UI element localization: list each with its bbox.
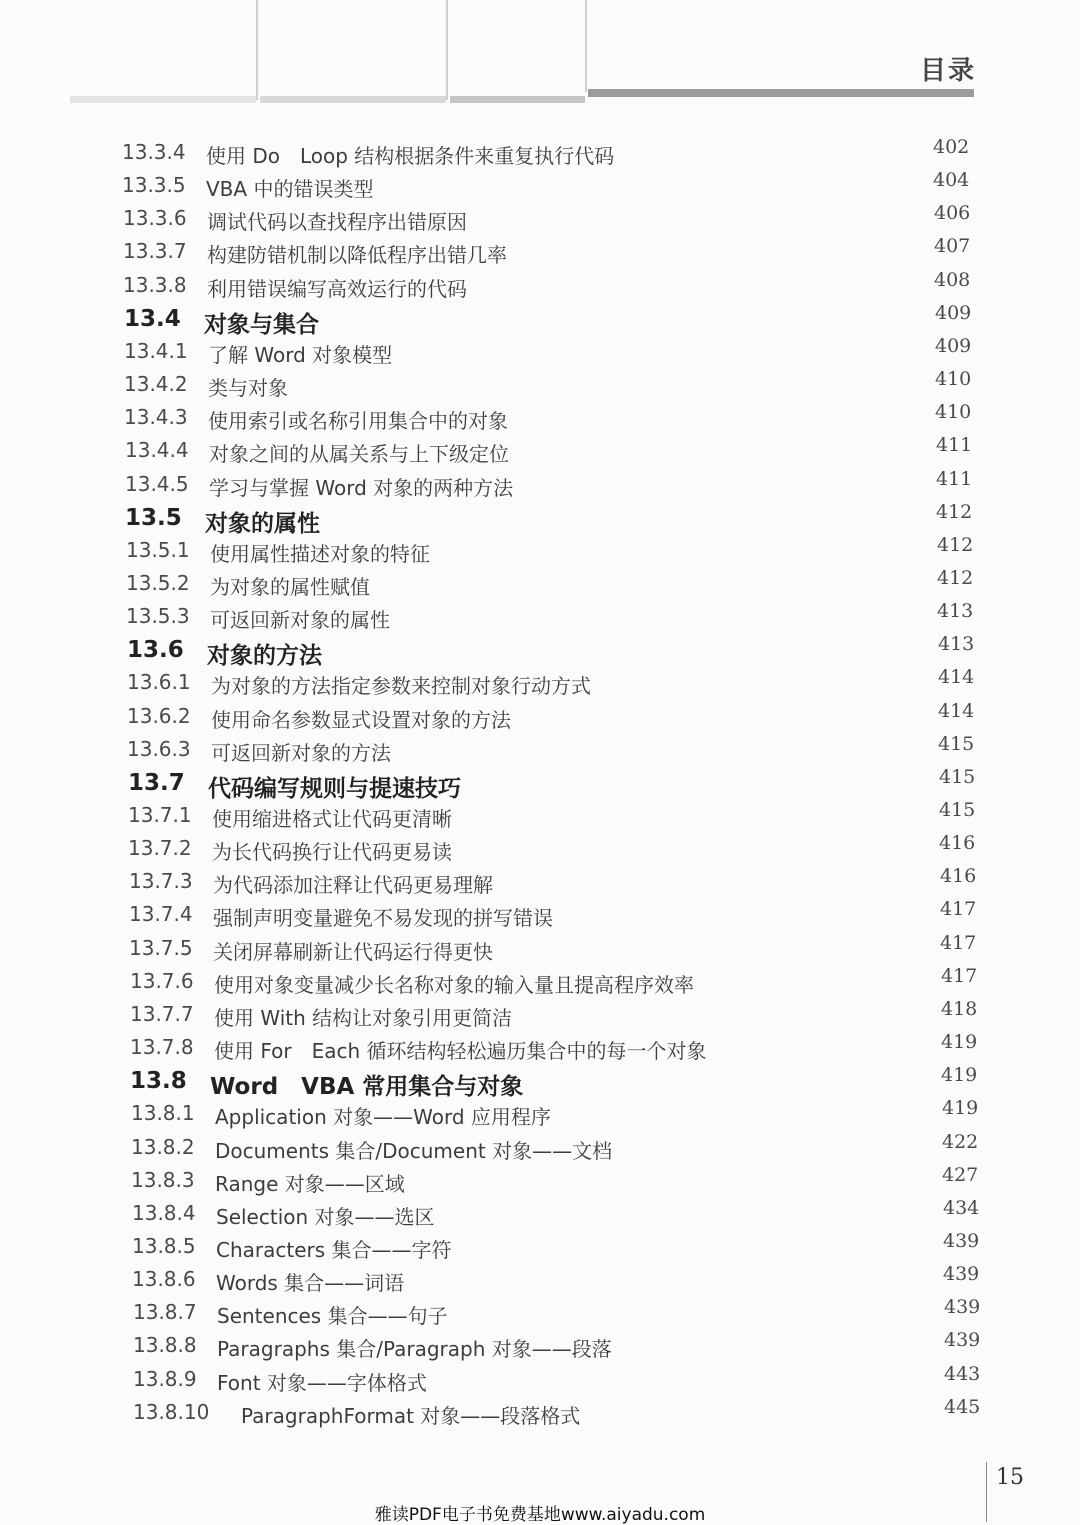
toc-entry-row[interactable]	[0, 1363, 1080, 1400]
toc-entry-title: 对象的属性	[205, 511, 320, 537]
toc-entry-row[interactable]	[0, 269, 1080, 306]
toc-entry-row[interactable]	[0, 932, 1080, 969]
toc-entry-number: 13.4.2	[124, 372, 188, 396]
toc-entry-number: 13.7.8	[130, 1035, 194, 1059]
toc-entry-title: 为长代码换行让代码更易读	[212, 840, 452, 864]
toc-entry-row[interactable]	[0, 998, 1080, 1035]
toc-entry-page: 412	[937, 567, 974, 589]
toc-entry-page: 417	[940, 932, 977, 954]
toc-entry-page: 404	[933, 169, 970, 191]
toc-entry-page: 412	[937, 534, 974, 556]
toc-entry-row[interactable]	[0, 368, 1080, 405]
toc-entry-number: 13.6.1	[127, 670, 191, 694]
toc-entry-row[interactable]	[0, 865, 1080, 902]
toc-entry-page: 407	[934, 235, 971, 257]
toc-entry-page: 418	[941, 998, 978, 1020]
toc-entry-number: 13.8.7	[133, 1300, 197, 1324]
header-divider	[585, 0, 587, 92]
toc-entry-row[interactable]	[0, 567, 1080, 604]
toc-entry-title: 为对象的方法指定参数来控制对象行动方式	[211, 674, 591, 698]
toc-entry-row[interactable]	[0, 666, 1080, 703]
toc-entry-number: 13.4	[124, 306, 181, 332]
toc-entry-row[interactable]	[0, 1230, 1080, 1267]
footer-watermark: 雅读PDF电子书免费基地www.aiyadu.com	[374, 1505, 706, 1525]
toc-entry-title: Word VBA 常用集合与对象	[210, 1074, 524, 1100]
toc-entry-page: 410	[935, 401, 972, 423]
toc-entry-number: 13.3.8	[123, 273, 187, 297]
toc-entry-page: 439	[944, 1329, 981, 1351]
toc-entry-number: 13.7.5	[129, 936, 193, 960]
toc-entry-title: 类与对象	[208, 376, 288, 400]
toc-entry-row[interactable]	[0, 1329, 1080, 1366]
toc-entry-number: 13.7.2	[128, 836, 192, 860]
toc-entry-page: 413	[938, 633, 975, 655]
toc-entry-title: 对象之间的从属关系与上下级定位	[209, 442, 509, 466]
toc-entry-row[interactable]	[0, 832, 1080, 869]
toc-entry-page: 410	[935, 368, 972, 390]
toc-entry-row[interactable]	[0, 1131, 1080, 1168]
toc-entry-page: 409	[935, 335, 972, 357]
toc-entry-page: 414	[938, 700, 975, 722]
toc-entry-title: 调试代码以查找程序出错原因	[207, 210, 467, 234]
toc-entry-page: 443	[944, 1363, 981, 1385]
toc-entry-number: 13.8.3	[131, 1168, 195, 1192]
toc-entry-row[interactable]	[0, 1164, 1080, 1201]
toc-entry-number: 13.8.9	[133, 1367, 197, 1391]
toc-entry-page: 445	[944, 1396, 981, 1418]
toc-entry-title: Selection 对象——选区	[216, 1205, 435, 1229]
toc-entry-page: 417	[940, 898, 977, 920]
toc-entry-title: 了解 Word 对象模型	[208, 343, 393, 367]
toc-entry-number: 13.3.4	[122, 140, 186, 164]
toc-entry-row[interactable]	[0, 434, 1080, 471]
toc-entry-page: 439	[943, 1230, 980, 1252]
toc-entry-title: 使用索引或名称引用集合中的对象	[208, 409, 508, 433]
toc-entry-title: ParagraphFormat 对象——段落格式	[241, 1404, 581, 1428]
toc-entry-number: 13.4.1	[124, 339, 188, 363]
toc-entry-title: Range 对象——区域	[215, 1172, 405, 1196]
toc-entry-number: 13.5.1	[126, 538, 190, 562]
toc-entry-number: 13.8.5	[132, 1234, 196, 1258]
toc-entry-title: 可返回新对象的属性	[210, 608, 390, 632]
toc-entry-row[interactable]	[0, 202, 1080, 239]
toc-entry-number: 13.6.2	[127, 704, 191, 728]
toc-entry-row[interactable]	[0, 1263, 1080, 1300]
toc-entry-title: 代码编写规则与提速技巧	[208, 776, 461, 802]
toc-entry-number: 13.8.6	[132, 1267, 196, 1291]
toc-entry-title: 关闭屏幕刷新让代码运行得更快	[213, 940, 493, 964]
toc-entry-page: 417	[941, 965, 978, 987]
toc-entry-row[interactable]	[0, 1031, 1080, 1068]
toc-entry-number: 13.8.8	[133, 1333, 197, 1357]
toc-entry-row[interactable]	[0, 235, 1080, 272]
toc-entry-number: 13.7.6	[130, 969, 194, 993]
toc-entry-title: 使用 For Each 循环结构轻松遍历集合中的每一个对象	[214, 1039, 707, 1063]
toc-entry-page: 419	[941, 1064, 978, 1086]
toc-entry-title: 利用错误编写高效运行的代码	[207, 277, 467, 301]
toc-entry-number: 13.7.1	[128, 803, 192, 827]
header-bar	[260, 96, 446, 103]
toc-entry-page: 419	[942, 1097, 979, 1119]
toc-entry-page: 415	[939, 799, 976, 821]
toc-entry-number: 13.8.2	[131, 1135, 195, 1159]
page-number: 15	[996, 1465, 1024, 1490]
toc-entry-page: 406	[934, 202, 971, 224]
toc-entry-page: 411	[936, 434, 973, 456]
toc-entry-title: Words 集合——词语	[216, 1271, 405, 1295]
toc-entry-page: 422	[942, 1131, 979, 1153]
header-bar	[70, 96, 256, 103]
toc-entry-number: 13.7.7	[130, 1002, 194, 1026]
toc-entry-row[interactable]	[0, 1197, 1080, 1234]
toc-entry-page: 427	[942, 1164, 979, 1186]
toc-entry-number: 13.5.3	[126, 604, 190, 628]
toc-entry-title: Paragraphs 集合/Paragraph 对象——段落	[217, 1337, 612, 1361]
toc-entry-number: 13.6.3	[127, 737, 191, 761]
toc-entry-number: 13.3.6	[123, 206, 187, 230]
toc-entry-row[interactable]	[0, 1296, 1080, 1333]
toc-entry-page: 413	[937, 600, 974, 622]
toc-section-row[interactable]	[0, 501, 1080, 538]
toc-entry-row[interactable]	[0, 700, 1080, 737]
header-divider	[256, 0, 258, 100]
toc-entry-page: 416	[939, 832, 976, 854]
header-bar	[450, 96, 585, 103]
toc-entry-title: Font 对象——字体格式	[217, 1371, 427, 1395]
toc-entry-row[interactable]	[0, 534, 1080, 571]
toc-section-row[interactable]	[0, 1064, 1080, 1101]
toc-entry-number: 13.7.3	[129, 869, 193, 893]
toc-entry-number: 13.8.4	[132, 1201, 196, 1225]
toc-entry-row[interactable]	[0, 136, 1080, 173]
toc-entry-title: 为代码添加注释让代码更易理解	[213, 873, 493, 897]
header-divider	[446, 0, 448, 100]
toc-entry-page: 414	[938, 666, 975, 688]
toc-entry-number: 13.3.7	[123, 239, 187, 263]
toc-entry-page: 434	[943, 1197, 980, 1219]
toc-section-row[interactable]	[0, 633, 1080, 670]
toc-entry-page: 411	[936, 468, 973, 490]
toc-entry-title: Characters 集合——字符	[216, 1238, 452, 1262]
header-decoration	[0, 0, 1080, 110]
toc-entry-page: 412	[936, 501, 973, 523]
toc-entry-title: VBA 中的错误类型	[206, 177, 374, 201]
toc-entry-page: 419	[941, 1031, 978, 1053]
toc-entry-number: 13.4.3	[124, 405, 188, 429]
toc-entry-title: 为对象的属性赋值	[210, 575, 370, 599]
toc-entry-row[interactable]	[0, 600, 1080, 637]
toc-entry-number: 13.5	[125, 505, 182, 531]
toc-entry-title: 使用命名参数显式设置对象的方法	[211, 708, 511, 732]
toc-entry-number: 13.4.5	[125, 472, 189, 496]
toc-entry-page: 416	[940, 865, 977, 887]
toc-entry-number: 13.7.4	[129, 902, 193, 926]
toc-entry-row[interactable]	[0, 335, 1080, 372]
toc-entry-page: 415	[939, 766, 976, 788]
toc-entry-page: 415	[938, 733, 975, 755]
toc-entry-number: 13.7	[128, 770, 185, 796]
toc-entry-page: 402	[933, 136, 970, 158]
toc-entry-row[interactable]	[0, 799, 1080, 836]
toc-entry-title: 使用缩进格式让代码更清晰	[212, 807, 452, 831]
toc-entry-title: Documents 集合/Document 对象——文档	[215, 1139, 613, 1163]
toc-entry-number: 13.4.4	[125, 438, 189, 462]
toc-entry-title: 强制声明变量避免不易发现的拼写错误	[213, 906, 553, 930]
toc-entry-title: 使用属性描述对象的特征	[210, 542, 430, 566]
toc-entry-title: 对象与集合	[204, 312, 319, 338]
toc-section-row[interactable]	[0, 766, 1080, 803]
toc-entry-title: 使用 Do Loop 结构根据条件来重复执行代码	[206, 144, 615, 168]
toc-entry-row[interactable]	[0, 169, 1080, 206]
toc-entry-row[interactable]	[0, 898, 1080, 935]
toc-entry-number: 13.5.2	[126, 571, 190, 595]
toc-entry-title: Sentences 集合——句子	[217, 1304, 448, 1328]
toc-entry-title: 使用 With 结构让对象引用更简洁	[214, 1006, 513, 1030]
toc-entry-row[interactable]	[0, 1396, 1080, 1433]
toc-entry-page: 439	[943, 1263, 980, 1285]
toc-entry-row[interactable]	[0, 401, 1080, 438]
toc-entry-row[interactable]	[0, 965, 1080, 1002]
toc-entry-row[interactable]	[0, 1097, 1080, 1134]
toc-entry-page: 409	[935, 302, 972, 324]
toc-entry-title: 学习与掌握 Word 对象的两种方法	[209, 476, 514, 500]
header-bar	[588, 89, 974, 97]
toc-entry-row[interactable]	[0, 733, 1080, 770]
toc-entry-number: 13.8.1	[131, 1101, 195, 1125]
toc-section-row[interactable]	[0, 302, 1080, 339]
toc-entry-number: 13.8	[130, 1068, 187, 1094]
page-title: 目录	[920, 56, 977, 86]
toc-entry-page: 439	[944, 1296, 981, 1318]
toc-entry-title: 使用对象变量减少长名称对象的输入量且提高程序效率	[214, 973, 694, 997]
toc-entry-title: Application 对象——Word 应用程序	[215, 1105, 551, 1129]
toc-entry-title: 对象的方法	[207, 643, 322, 669]
toc-entry-row[interactable]	[0, 468, 1080, 505]
toc-entry-number: 13.8.10	[133, 1400, 210, 1424]
toc-entry-number: 13.3.5	[122, 173, 186, 197]
toc-entry-title: 可返回新对象的方法	[211, 741, 391, 765]
toc-entry-page: 408	[934, 269, 971, 291]
toc-entry-number: 13.6	[127, 637, 184, 663]
toc-entry-title: 构建防错机制以降低程序出错几率	[207, 243, 507, 267]
